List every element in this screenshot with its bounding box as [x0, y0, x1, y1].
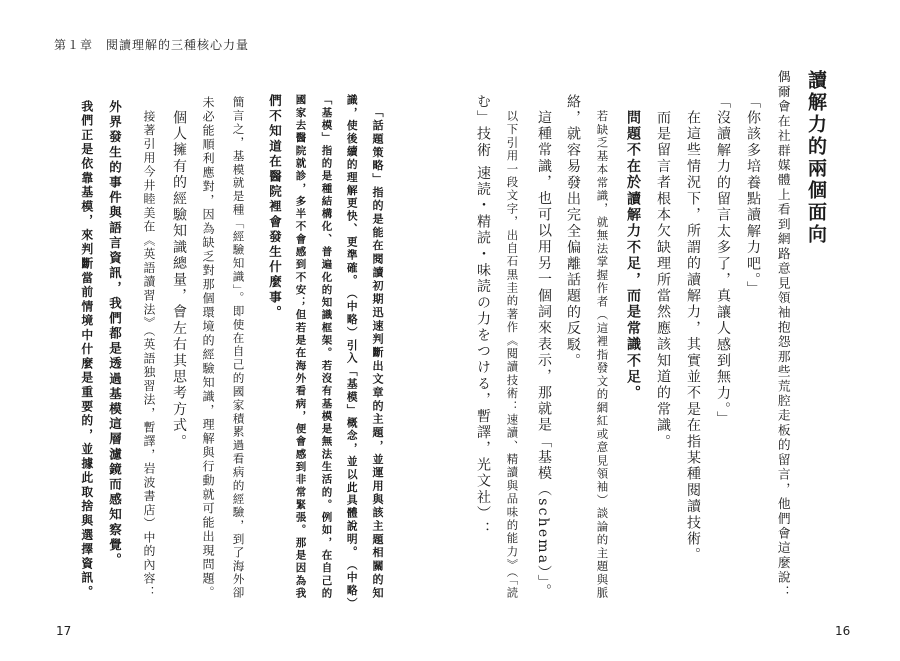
quote-line: 我們正是依靠基模，來判斷當前情境中什麼是重要的，並據此取捨與選擇資訊。	[79, 100, 94, 600]
quote-line: 外界發生的事件與語言資訊，我們都是透過基模這層濾鏡而感知察覺。	[107, 100, 123, 569]
body-line: 在這些情況下，所謂的讀解力，其實並不是在指某種閱讀技術。	[685, 110, 701, 564]
quote-line: 「話題策略」指的是能在閱讀初期迅速判斷出文章的主題，並運用與該主題相關的知	[371, 106, 385, 600]
quote-line: 國家去醫院就診，多半不會感到不安；但若是在海外看病，便會感到非常緊張。那是因為我	[293, 94, 306, 600]
body-line: 「沒讀解力的留言太多了，真讓人感到無力。」	[715, 94, 731, 428]
body-line: 這種常識，也可以用另一個詞來表示，那就是「基模（schema）」。	[534, 110, 551, 600]
body-line: 簡言之，基模就是種「經驗知識」。即使在自己的國家積累過看病的經驗，到了海外卻	[231, 96, 246, 600]
body-line: 未必能順利應對，因為缺乏對那個環境的經驗知識，理解與行動就可能出現問題。	[201, 96, 216, 600]
quote-line: 識，使後續的理解更快、更準確。（中略）引入「基模」概念，並以此具體說明。（中略）	[345, 94, 359, 611]
body-line: 若缺乏基本常識，就無法掌握作者（這裡指發文的網紅或意見領袖）談論的主題與脈	[595, 110, 610, 600]
body-line: 以下引用一段文字，出自石黒圭的著作《閱讀技術：速讀、精讀與品味的能力》（「読	[505, 110, 520, 600]
body-line: 「你該多培養點讀解力吧。」	[745, 94, 761, 298]
body-line: 接著引用今井睦美在《英語讀習法》（英語独習法，暫譯，岩波書店）中的內容：	[141, 110, 156, 600]
body-line: 絡，就容易發出完全偏離話題的反駁。	[565, 94, 581, 370]
body-line: 偶爾會在社群媒體上看到網路意見領袖抱怨那些荒腔走板的留言，他們會這麼說：	[775, 70, 791, 600]
quote-line: 「基模」指的是種結構化、普遍化的知識框架。若沒有基模是無法生活的。例如，在自己的	[319, 94, 332, 600]
running-head-chapter: 第１章 閱讀理解的三種核心力量	[54, 38, 250, 52]
page-number-left: 17	[56, 624, 72, 638]
body-line: 而是留言者根本欠缺理所當然應該知道的常識。	[655, 110, 671, 451]
body-line: む」技術 速読・精読・味読の力をつける，暫譯，光文社）：	[475, 94, 491, 539]
page-number-right: 16	[835, 624, 851, 638]
section-heading: 讀解力的兩個面向	[805, 70, 827, 246]
body-line: 個人擁有的經驗知識總量，會左右其思考方式。	[171, 110, 187, 451]
emphasis-line: 問題不在於讀解力不足，而是常識不足。	[625, 110, 641, 402]
quote-line: 們不知道在醫院裡會發生什麼事。	[267, 94, 283, 321]
